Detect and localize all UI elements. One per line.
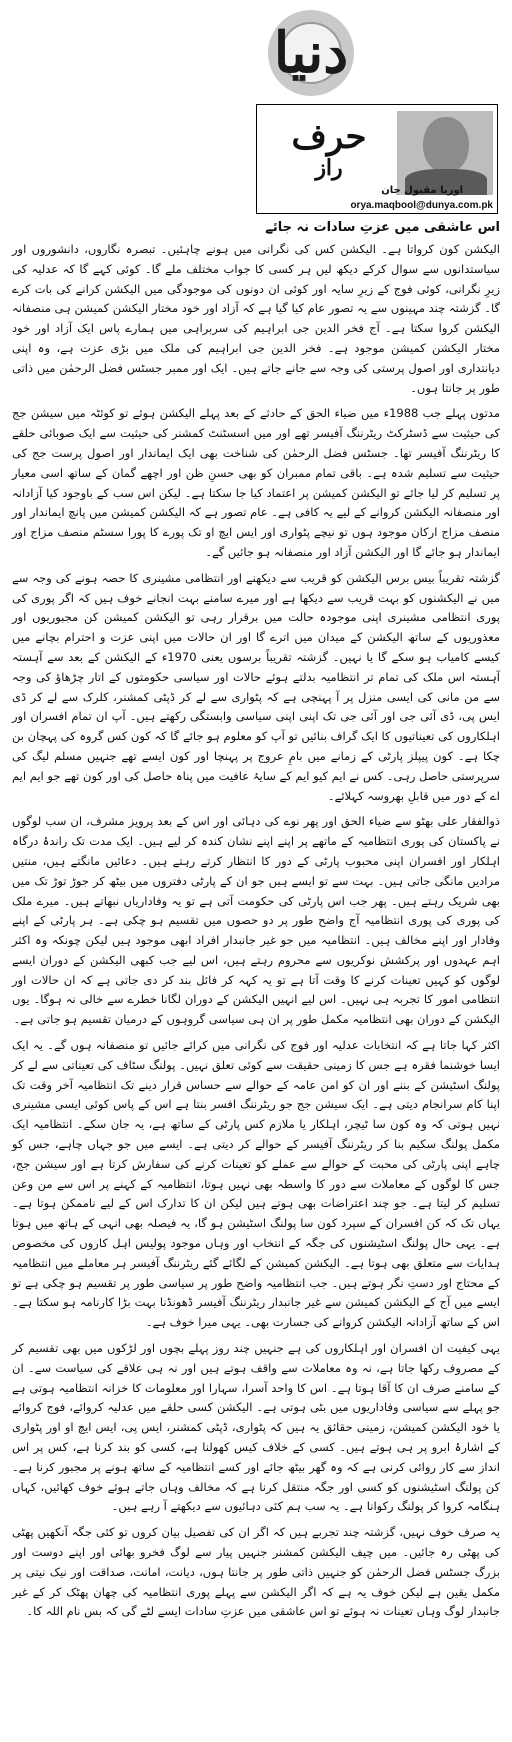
column-logo-secondary: راز: [315, 155, 343, 181]
article-paragraph: یہی کیفیت ان افسران اور اہلکاروں کی ہے جنہیں چند روز پہلے بچوں اور لڑکوں میں بھی تقسیم کر کے مصروف رکھا جاتا ہے، نہ وہ معاملات سے واقف ہوتے ہیں اور نہ ہی علاقے کی سیاست سے۔ ان کے سامنے صرف ان کا آقا ہوتا ہے۔ اس کا واحد آسرا، سہارا اور معلومات کا خزانہ انتظامیہ ہوتی ہے جو پہلے سے سیاسی وفاداریوں میں بٹی ہوتی ہے۔ الیکشن کسی حلقے میں عدلیہ کروائے، فوج کروائے یا خود الیکشن کمیشن، زمینی حقائق یہ ہیں کہ پٹواری، ڈپٹی کمشنر، ایس پی، ایس ایچ او اور پٹواری کے اشارۂ ابرو پر ہی ہوتے ہیں۔ کسی کے خلاف کیس کھولنا ہے، کسی کو بند کرنا ہے، کس پر اس انداز سے کار روائی کرنی ہے کہ وہ گھر بیٹھ جائے اور کسے انتظامیہ کے ساتھ ہونے پر مجبور کرنا ہے۔ کن پولنگ اسٹیشنوں کو کسی اور جگہ منتقل کرنا ہے کہ مخالف وہاں جاتے ہوئے خوف کھائیں، کہاں ہنگامہ کروا کر پولنگ رکوانا ہے۔ یہ سب ہم کئی دہائیوں سے دیکھتے آ رہے ہیں۔: [12, 1341, 500, 1514]
article-paragraph: ذوالفقار علی بھٹو سے ضیاء الحق اور پھر نوے کی دہائی اور اس کے بعد پرویز مشرف، ان سب لوگوں نے پاکستان کی پوری انتظامیہ کے ماتھے پر اپنے اپنے نشان کندہ کر لیے ہیں۔ ایک مدت تک راندۂ درگاہ اہلکار اور افسران اپنی محبوب پارٹی کے دور کا انتظار کرتے رہتے ہیں۔ دعائیں مانگتے ہیں، منتیں مرادیں مانگی جاتی ہیں۔ بہت سے تو ایسے ہیں جو ان کے پارٹی دفتروں میں بیٹھ کر جوڑ توڑ تک میں بھی شریک رہتے ہیں۔ پھر جب اس پارٹی کی حکومت آتی ہے تو یہ وفاداریاں نبھاتے ہیں۔ میرے ملک کی پوری کی پوری انتظامیہ آج واضح طور پر دو حصوں میں تقسیم ہو چکی ہے۔ ہر پارٹی کے اپنے وفادار اور اپنے مخالف ہیں۔ انتظامیہ میں جو غیر جانبدار افراد ابھی موجود ہیں لیکن چونکہ وہ اکثر اہم عہدوں اور پرکشش نوکریوں سے محروم رہتے ہیں، اس لیے جب کبھی الیکشن کے دوران ایسے لوگوں کو کہیں تعینات کرنے کا وقت آتا ہے تو یہ کہہ کر فائل بند کر دی جاتی ہے کہ ان حالات اور انتظامی امور کا تجربہ ہی نہیں۔ اس لیے انہیں الیکشن کے دوران لگانا خطرے سے خالی نہ ہوگا۔ یوں الیکشن کے دوران بھی انتظامیہ مکمل طور پر ان ہی سیاسی گروہوں کے درمیان تقسیم ہو جاتی ہے۔: [12, 814, 500, 1027]
article-paragraph: اکثر کہا جاتا ہے کہ انتخابات عدلیہ اور فوج کی نگرانی میں کرائے جائیں تو منصفانہ ہوں گے۔ یہ ایک ایسا خوشنما فقرہ ہے جس کا زمینی حقیقت سے کوئی تعلق نہیں۔ پولنگ سٹاف کی تعیناتی سے لے کر پولنگ اسٹیشن کے بننے اور ان کو امن عامہ کے حوالے سے حساس قرار دینے تک انتظامیہ آخر وقت تک اپنا کام سرانجام دیتی ہے۔ ایک سیشن جج جو ریٹرننگ افسر بنتا ہے اس کے پاس کوئی ایسی مشینری نہیں ہوتی کہ وہ کون سا ٹیچر، اہلکار یا ملازم کس پارٹی کے ساتھ ہے، یہ جان سکے۔ انتظامیہ ایک مکمل پولنگ سکیم بنا کر ریٹرننگ آفیسر کے حوالے کر دیتی ہے۔ ایسے میں جو جہاں چاہے، جس کو چاہے اپنی پارٹی کی محبت کے حوالے سے عملے کو تعینات کرنے کی سفارش کرتا ہے اور سیشن جج، جس کا لوگوں کے معاملات سے دور کا واسطہ بھی نہیں ہوتا، انتظامیہ کے کہنے پر اس سے من وعن تسلیم کر لیتا ہے۔ جو چند اعتراضات بھی ہوتے ہیں لیکن ان کا تدارک اس کے لیے ناممکن ہوتا ہے۔ یہاں تک کہ کن افسران کے سپرد کون سا پولنگ اسٹیشن ہو گا، یہ فیصلہ بھی انہی کے ہاتھ میں ہوتا ہے۔ یہی حال پولنگ اسٹیشنوں کی جگہ کے انتخاب اور وہاں موجود پولیس اہل کاروں کی مخصوص ہدایات سے متعلق بھی ہوتا ہے۔ الیکشن کمیشن کے لگائے گئے ریٹرننگ آفیسر ہر معاملے میں انتظامیہ کے محتاج اور دستِ نگر ہوتے ہیں۔ جب انتظامیہ واضح طور پر سیاسی طور پر تقسیم ہو چکی ہے تو ایسے میں آج کے الیکشن کمیشن سے غیر جانبدار ریٹرننگ آفیسر ڈھونڈنا بہت بڑا کارنامہ ہو سکتا ہے۔ اس کے ساتھ آزادانہ الیکشن کروانے کی جسارت بھی۔ یہی میرا خوف ہے۔: [12, 1038, 500, 1330]
author-photo: [397, 111, 493, 195]
article-paragraph: الیکشن کون کرواتا ہے۔ الیکشن کس کی نگرانی میں ہونے چاہئیں۔ تبصرہ نگاروں، دانشوروں اور سیاستدانوں سے سوال کرکے دیکھ لیں ہر کسی کا جواب مختلف ملے گا۔ کوئی کہے گا کہ عدلیہ کی زیرِ نگرانی، کوئی فوج کے زیرِ سایہ اور کوئی ان دونوں کی موجودگی میں الیکشن کرانے کی بات کرے گا۔ گزشتہ چند مہینوں سے یہ تصور عام کیا گیا ہے کہ آزاد اور خود مختار الیکشن کمیشن ہی منصفانہ الیکشن کروا سکتا ہے۔ آج فخر الدین جی ابراہیم کی سربراہی میں ہمارے پاس ایک آزاد اور خود مختار الیکشن کمیشن موجود ہے۔ فخر الدین جی ابراہیم کی ملک میں بڑی عزت ہے، وہ اپنی دیانتداری اور اصول پرستی کی وجہ سے جانے جاتے ہیں۔ ایک اور ممبر جسٹس فضل الرحمٰن میں ذاتی طور پر جانتا ہوں۔: [12, 242, 500, 395]
article-body: [12, 240, 500, 1628]
article-title: اس عاشقی میں عزتِ سادات نہ جائے: [265, 220, 500, 235]
author-photo-head: [423, 117, 469, 173]
article-paragraph: مدتوں پہلے جب 1988ء میں ضیاء الحق کے حادثے کے بعد پہلے الیکشن ہوئے تو کوئٹہ میں سیشن جج کی حیثیت سے ڈسٹرکٹ ریٹرننگ آفیسر تھے اور میں اسسٹنٹ کمشنر کی حیثیت سے ایک صوبائی حلقے کا ریٹرننگ آفیسر تھا۔ جسٹس فضل الرحمٰن کی شناخت بھی ایک ایماندار اور اصول پرست جج کی حیثیت سے تسلیم شدہ ہے۔ باقی تمام ممبران کو بھی حسنِ ظن اور اچھے گمان کے ساتھ اسی معیار پر تسلیم کر لیا جائے تو الیکشن کمیشن پر اعتماد کیا جا سکتا ہے۔ لیکن اس سب کے باوجود کیا آزادانہ اور منصفانہ الیکشن کروانے کے لیے یہ کافی ہے۔ عام تصور ہے کہ الیکشن کمیشن میں پانچ ایماندار اور منصف مزاج ارکان موجود ہوں تو نیچے پٹواری اور ایس ایچ او تک پورے کا پورا سسٹم منصف مزاج اور ایماندار ہو جائے گا اور الیکشن آزاد اور منصفانہ ہو جائیں گے۔: [12, 406, 500, 559]
article-paragraph: گزشتہ تقریباً بیس برس الیکشن کو قریب سے دیکھنے اور انتظامی مشینری کا حصہ ہونے کی وجہ سے میں نے الیکشنوں کو بہت قریب سے دیکھا ہے اور میرے سامنے بہت انجانے خوف ہیں کہ اگر پوری کی پوری انتظامی مشینری اپنی موجودہ حالت میں برقرار رہی تو الیکشن کمیشن کن مجبوریوں اور معذوریوں کے ساتھ الیکشن کے میدان میں اترے گا اور ان حالات میں اپنی عزت و احترام بچانے میں کیسے کامیاب ہو سکے گا یا نہیں۔ گزشتہ تقریباً برسوں یعنی 1970ء کے الیکشن کے بعد سے آہستہ آہستہ اس ملک کی تمام تر انتظامیہ بدلتے ہوئے حالات اور سیاسی حکومتوں کے اتار چڑھاؤ کی وجہ سے من مانی کی ایسی منزل پر آ پہنچی ہے کہ پٹواری سے لے کر ڈپٹی کمشنر، کلرک سے لے کر ڈی ایس پی، ڈی آئی جی اور آئی جی تک اپنی اپنی سیاسی وابستگی رکھتے ہیں۔ آپ ان تمام افسران اور اہلکاروں کی تعیناتیوں کا ایک گراف بنائیں تو آپ کو معلوم ہو جائے گا کہ کون کس گروہ کی پہچان بن چکا ہے۔ کون پیپلز پارٹی کے زمانے میں بامِ عروج پر پہنچا اور کون ایسے تھے جنہیں مسلم لیگ کی سرپرستی حاصل رہی۔ کس نے ایم کیو ایم کے سایۂ عافیت میں پناہ حاصل کی اور کون تھے جو ایم ایم اے کے دور میں قابلِ بھروسہ کہلائے۔: [11, 570, 500, 803]
article-paragraph: یہ صرف خوف نہیں، گزشتہ چند تجربے ہیں کہ اگر ان کی تفصیل بیان کروں تو کئی جگہ آنکھیں پھٹی کی پھٹی رہ جائیں۔ میں چیف الیکشن کمشنر جنہیں پیار سے لوگ فخرو بھائی اور اپنے دوست اور بزرگ جسٹس فضل الرحمٰن کو جنہیں ذاتی طور پر جانتا ہوں، دیانت، امانت، صداقت اور نیک نیتی پر مکمل یقین ہے لیکن خوف یہ ہے کہ اگر الیکشن سے پہلے پوری انتظامیہ کی چھان پھٹک کر کے غیر جانبدار لوگ وہاں تعینات نہ ہوئے تو اس عاشقی میں عزتِ سادات ایسے لٹے گی کہ بس نام اللہ کا۔: [12, 1525, 500, 1619]
author-email[interactable]: orya.maqbool@dunya.com.pk: [350, 200, 493, 211]
column-logo: حرف: [291, 117, 367, 157]
newspaper-masthead: [262, 10, 372, 98]
author-name: اوریا مقبول جان: [381, 185, 463, 196]
masthead-logo: دنیا: [273, 20, 349, 86]
column-header-box: [256, 104, 498, 214]
